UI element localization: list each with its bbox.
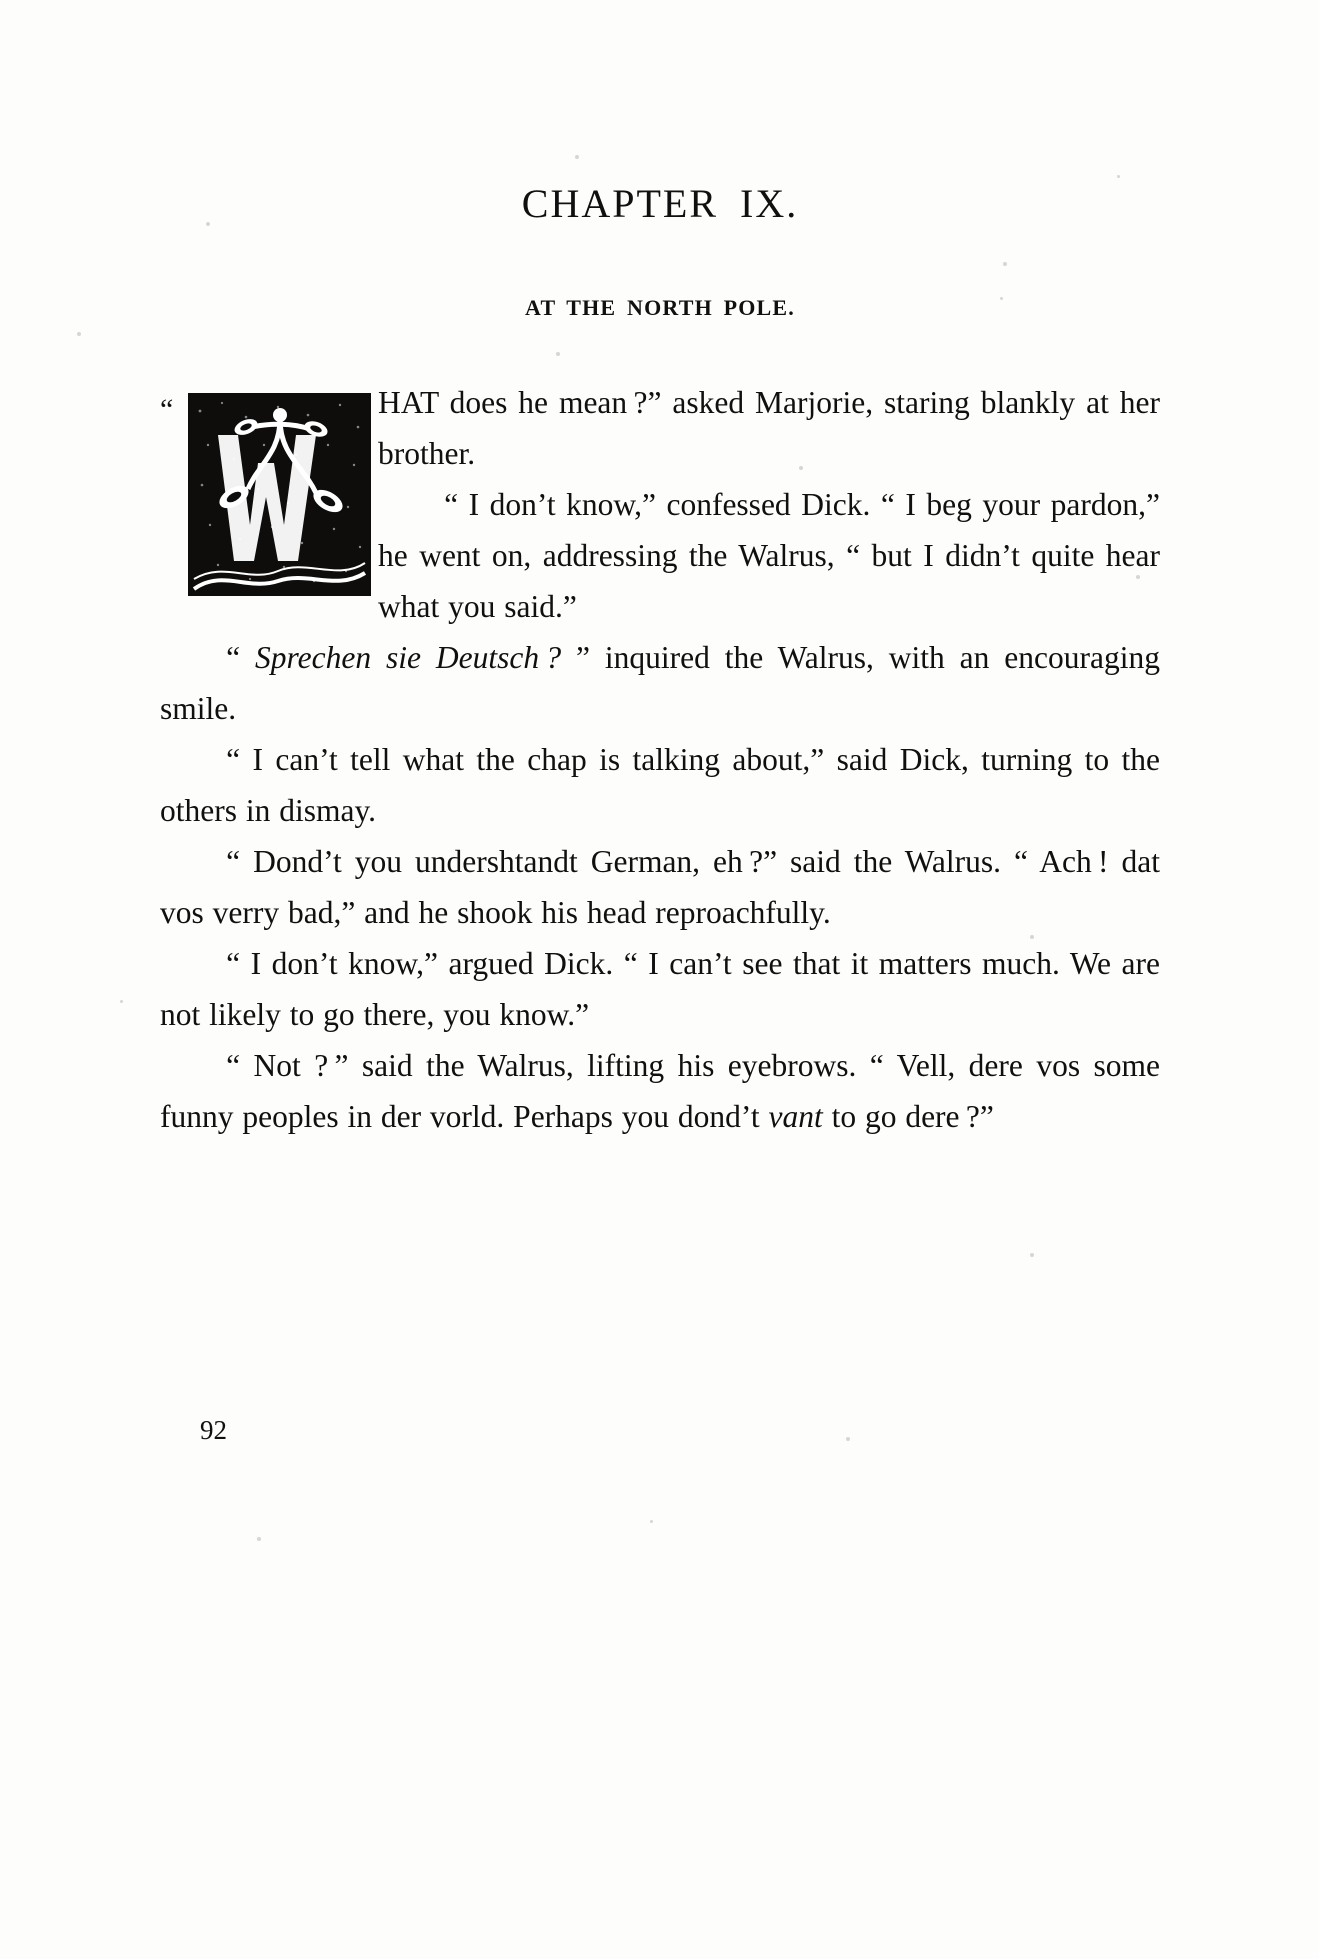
paragraph-4: [160, 734, 1160, 836]
paragraph-7-pre: “ Not ? ” said the Walrus, lifting his eyebrows. “ Vell, dere vos some funny peoples in der vorld. Perhaps you dond’t: [160, 1048, 1160, 1135]
illuminated-initial: [160, 381, 372, 596]
paragraph-6: [160, 938, 1160, 1040]
paper-speck: [120, 1000, 123, 1003]
paragraph-3-italic: Sprechen sie Deutsch ?: [255, 640, 562, 676]
paragraph-7-italic: vant: [768, 1099, 823, 1135]
chapter-title: CHAPTER IX.: [521, 181, 799, 226]
paper-speck: [77, 332, 81, 336]
paragraph-3-post: ” inquired the Walrus, with an encouraging smile.: [160, 640, 1160, 727]
paragraph-1: [160, 377, 1160, 479]
paragraph-2-text: “ I don’t know,” confessed Dick. “ I beg your pardon,” he went on, addressing the Walrus, “ but I didn’t quite hear what you said.”: [378, 487, 1160, 625]
paragraph-4-text: “ I can’t tell what the chap is talking about,” said Dick, turning to the others in dismay.: [160, 742, 1160, 829]
paragraph-5-text: “ Dond’t you undershtandt German, eh ?” said the Walrus. “ Ach ! dat vos verry bad,” and he shook his head reproachfully.: [160, 844, 1160, 931]
paragraph-1-text: HAT does he mean ?” asked Marjorie, staring blankly at her brother.: [378, 385, 1160, 472]
paper-speck: [1030, 1253, 1034, 1257]
page-content: [160, 150, 1160, 1142]
paper-speck: [650, 1520, 653, 1523]
paragraph-6-text: “ I don’t know,” argued Dick. “ I can’t see that it matters much. We are not likely to go there, you know.”: [160, 946, 1160, 1033]
paragraph-7: [160, 1040, 1160, 1142]
page-number: 92: [200, 1415, 227, 1445]
paragraph-3: [160, 632, 1160, 734]
paper-speck: [846, 1437, 850, 1441]
paragraph-3-pre: “: [226, 640, 256, 676]
drop-cap-w-icon: [188, 393, 371, 596]
body-text: [160, 321, 1160, 1142]
paragraph-7-post: to go dere ?”: [822, 1099, 994, 1135]
open-quote-mark: “: [160, 393, 174, 426]
paper-speck: [257, 1537, 261, 1541]
paragraph-5: [160, 836, 1160, 938]
chapter-subtitle: AT THE NORTH POLE.: [525, 295, 795, 320]
